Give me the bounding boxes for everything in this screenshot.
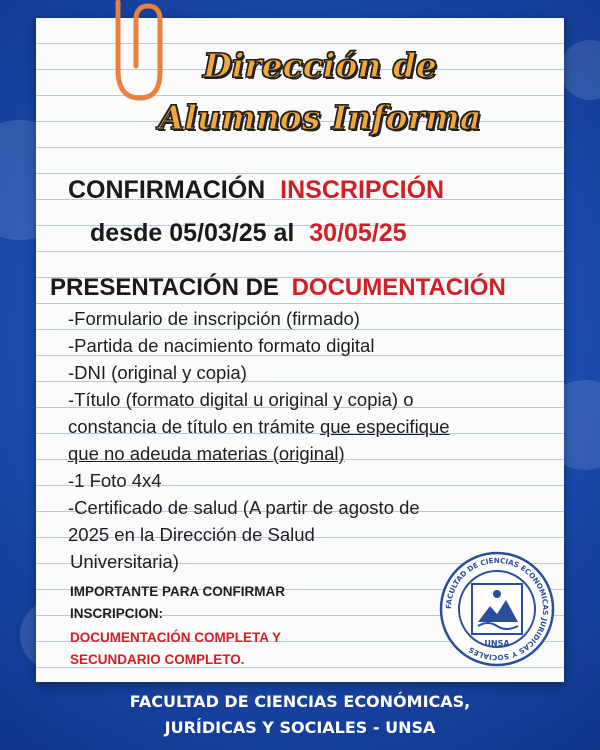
doc-item-health: -Certificado de salud (A partir de agosto de xyxy=(68,497,420,518)
title-line-1: Dirección de xyxy=(203,46,437,85)
important-line-4: SECUNDARIO COMPLETO. xyxy=(70,652,245,667)
important-line-1: IMPORTANTE PARA CONFIRMAR xyxy=(70,584,285,599)
doc-item-no-debt: que no adeuda materias (original) xyxy=(68,443,345,464)
doc-item-form: -Formulario de inscripción (firmado) xyxy=(68,308,360,329)
footer-line-2: JURÍDICAS Y SOCIALES - UNSA xyxy=(164,718,436,737)
doc-item-photo: -1 Foto 4x4 xyxy=(68,470,162,491)
doc-item-title: -Título (formato digital u original y copia) o xyxy=(68,389,414,410)
faculty-seal-icon xyxy=(438,550,556,668)
inscription-highlight: INSCRIPCIÓN xyxy=(280,176,445,204)
documentation-heading xyxy=(50,274,506,302)
date-range-end: 30/05/25 xyxy=(309,219,407,247)
footer-line-1: FACULTAD DE CIENCIAS ECONÓMICAS, xyxy=(129,692,471,711)
documentation-label: PRESENTACIÓN DE xyxy=(50,274,279,301)
confirmation-label: CONFIRMACIÓN xyxy=(68,176,266,204)
seal-ring-text: FACULTAD DE CIENCIAS ECONOMICAS JURIDICAS Y SOCIALES xyxy=(443,555,551,663)
title-line-2: Alumnos Informa xyxy=(158,98,482,137)
doc-item-health-cont: 2025 en la Dirección de Salud xyxy=(68,524,315,545)
seal-center-text: UNSA xyxy=(484,639,510,648)
date-range-start: desde 05/03/25 al xyxy=(90,219,295,247)
confirmation-heading xyxy=(68,176,444,205)
doc-item-title-cont xyxy=(68,416,450,438)
important-line-3: DOCUMENTACIÓN COMPLETA Y xyxy=(70,630,281,645)
doc-item-birth-certificate: -Partida de nacimiento formato digital xyxy=(68,335,375,356)
date-range xyxy=(90,219,407,248)
doc-item-health-end: Universitaria) xyxy=(70,551,179,572)
doc-item-title-specify: que especifique xyxy=(319,416,450,437)
documentation-highlight: DOCUMENTACIÓN xyxy=(291,274,506,301)
doc-item-dni: -DNI (original y copia) xyxy=(68,362,247,383)
doc-item-title-constancia: constancia de título en trámite xyxy=(68,416,315,437)
important-line-2: INSCRIPCION: xyxy=(70,606,164,621)
